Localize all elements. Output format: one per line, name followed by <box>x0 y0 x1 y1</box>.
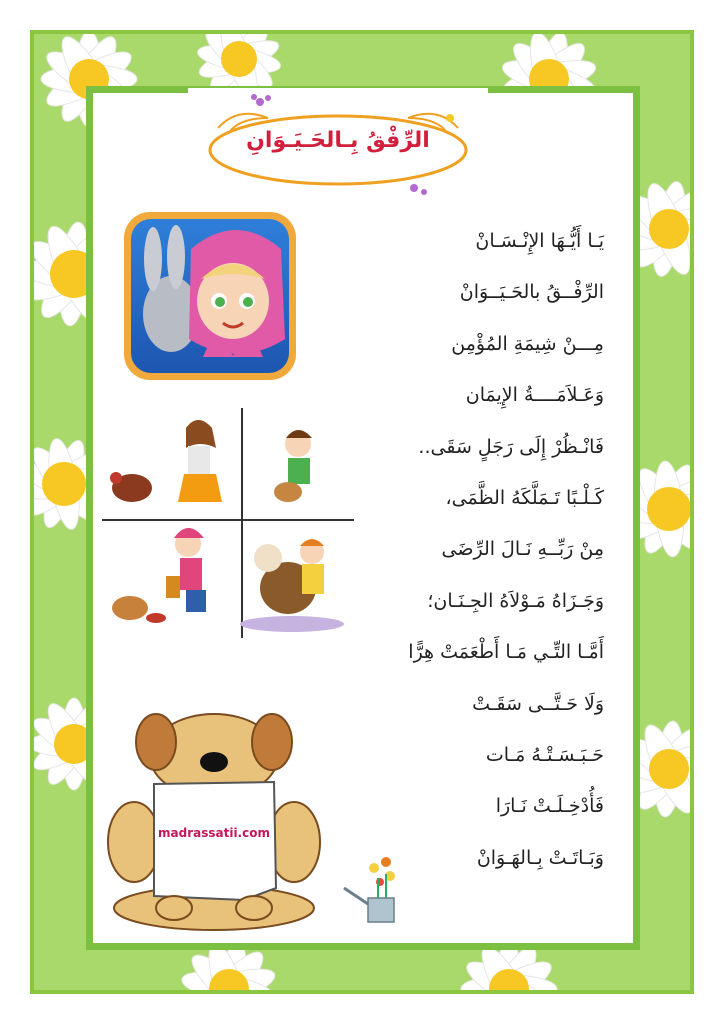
poem-line: مِـــنْ شِيمَةِ المُؤْمِن <box>451 332 604 355</box>
title-ornament <box>188 88 488 200</box>
poem-line: وَبَـاتَـتْ بِـالهَـوَانْ <box>476 846 604 869</box>
watermark-text: madrassatii.com <box>158 826 270 840</box>
children-animals-illustration <box>102 408 354 638</box>
dog-holding-sign <box>104 712 324 932</box>
poem-line: كَـلْـبًا تَـمَلَّكَهُ الظَّمَى، <box>445 486 604 509</box>
poem-line: أَمَّـا التِّـي مَـا أَطْعَمَتْ هِرًّا <box>408 641 604 664</box>
poem-line: وَلَا حَـتَّــى سَقَـتْ <box>472 692 604 715</box>
watering-can-icon <box>338 848 418 928</box>
poem-line: مِنْ رَبِّــهِ نَـالَ الرِّضَى <box>441 538 604 561</box>
watering-can-flowers-icon <box>338 848 418 928</box>
girl-and-rabbit-icon <box>131 219 289 373</box>
poem-line: فَأُدْخِـلَـتْ نَـارَا <box>495 795 604 818</box>
cartoon-girl-icon <box>124 212 296 380</box>
poem-line: الرِّفْــقُ بالحَـيَــوَانْ <box>459 281 604 304</box>
poem-line: حَـبَـسَـتْـهُ مَـات <box>485 743 604 766</box>
poem-line: وَعَـلاَمَــــةُ الإِيمَان <box>465 384 604 407</box>
poem-line: يَـا أَيُّـهَا الإِنْـسَـانْ <box>475 230 604 252</box>
page-title: الرِّفْقُ بِـالحَـيَـوَانِ <box>246 128 430 153</box>
dog-sign-illustration <box>104 712 324 932</box>
children-with-animals-collage <box>102 408 354 638</box>
poem <box>344 216 604 884</box>
poem-line: فَانْـظُرْ إِلَى رَجَلٍ سَقَى.. <box>418 435 604 458</box>
poem-line: وَجَـزَاهُ مَـوْلاَهُ الجِـنَـان؛ <box>427 589 604 612</box>
